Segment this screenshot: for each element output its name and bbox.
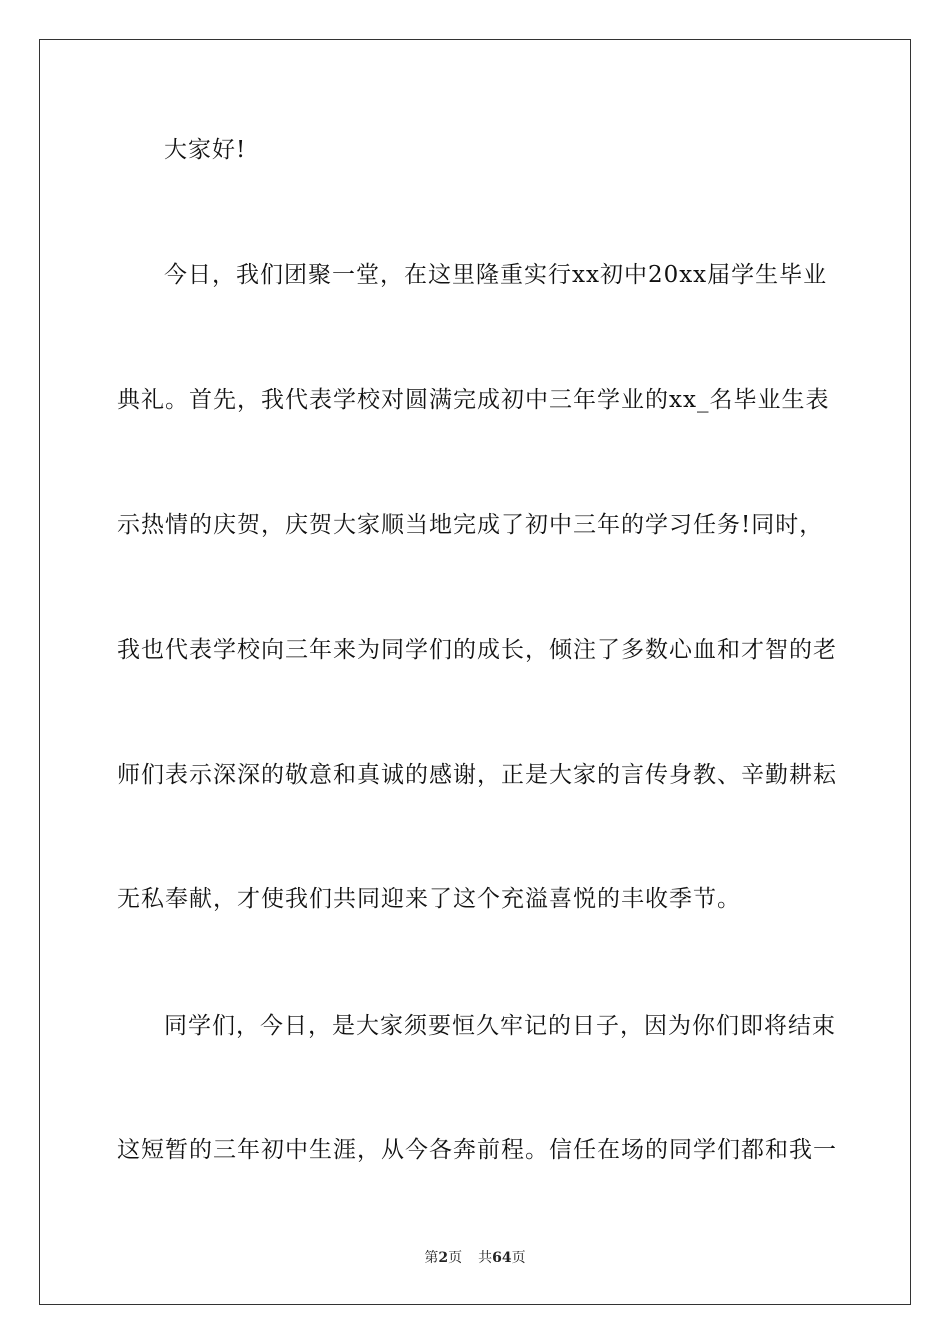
- paragraph-1-line-6: 无私奉献，才使我们共同迎来了这个充溢喜悦的丰收季节。: [117, 886, 741, 912]
- total-suffix: 页: [511, 1250, 526, 1266]
- paragraph-1-line-4: 我也代表学校向三年来为同学们的成长，倾注了多数心血和才智的老: [117, 637, 837, 663]
- paragraph-1-line-3: 示热情的庆贺，庆贺大家顺当地完成了初中三年的学习任务!同时，: [117, 512, 824, 538]
- page-number: 2: [438, 1250, 449, 1266]
- paragraph-1-line-5: 师们表示深深的敬意和真诚的感谢，正是大家的言传身教、辛勤耕耘: [117, 762, 837, 788]
- total-prefix: 共: [478, 1250, 493, 1266]
- paragraph-1-line-2: 典礼。首先，我代表学校对圆满完成初中三年学业的xx_名毕业生表: [117, 387, 830, 413]
- total-pages: 64: [492, 1250, 512, 1266]
- paragraph-1-line-1: 今日，我们团聚一堂，在这里隆重实行xx初中20xx届学生毕业: [164, 262, 828, 288]
- page-footer: [0, 1249, 950, 1267]
- greeting-line: 大家好!: [164, 137, 247, 163]
- page-frame: [39, 39, 911, 1305]
- page-suffix: 页: [448, 1250, 463, 1266]
- paragraph-2-line-1: 同学们，今日，是大家须要恒久牢记的日子，因为你们即将结束: [164, 1013, 836, 1039]
- paragraph-2-line-2: 这短暂的三年初中生涯，从今各奔前程。信任在场的同学们都和我一: [117, 1137, 837, 1163]
- page-prefix: 第: [424, 1250, 439, 1266]
